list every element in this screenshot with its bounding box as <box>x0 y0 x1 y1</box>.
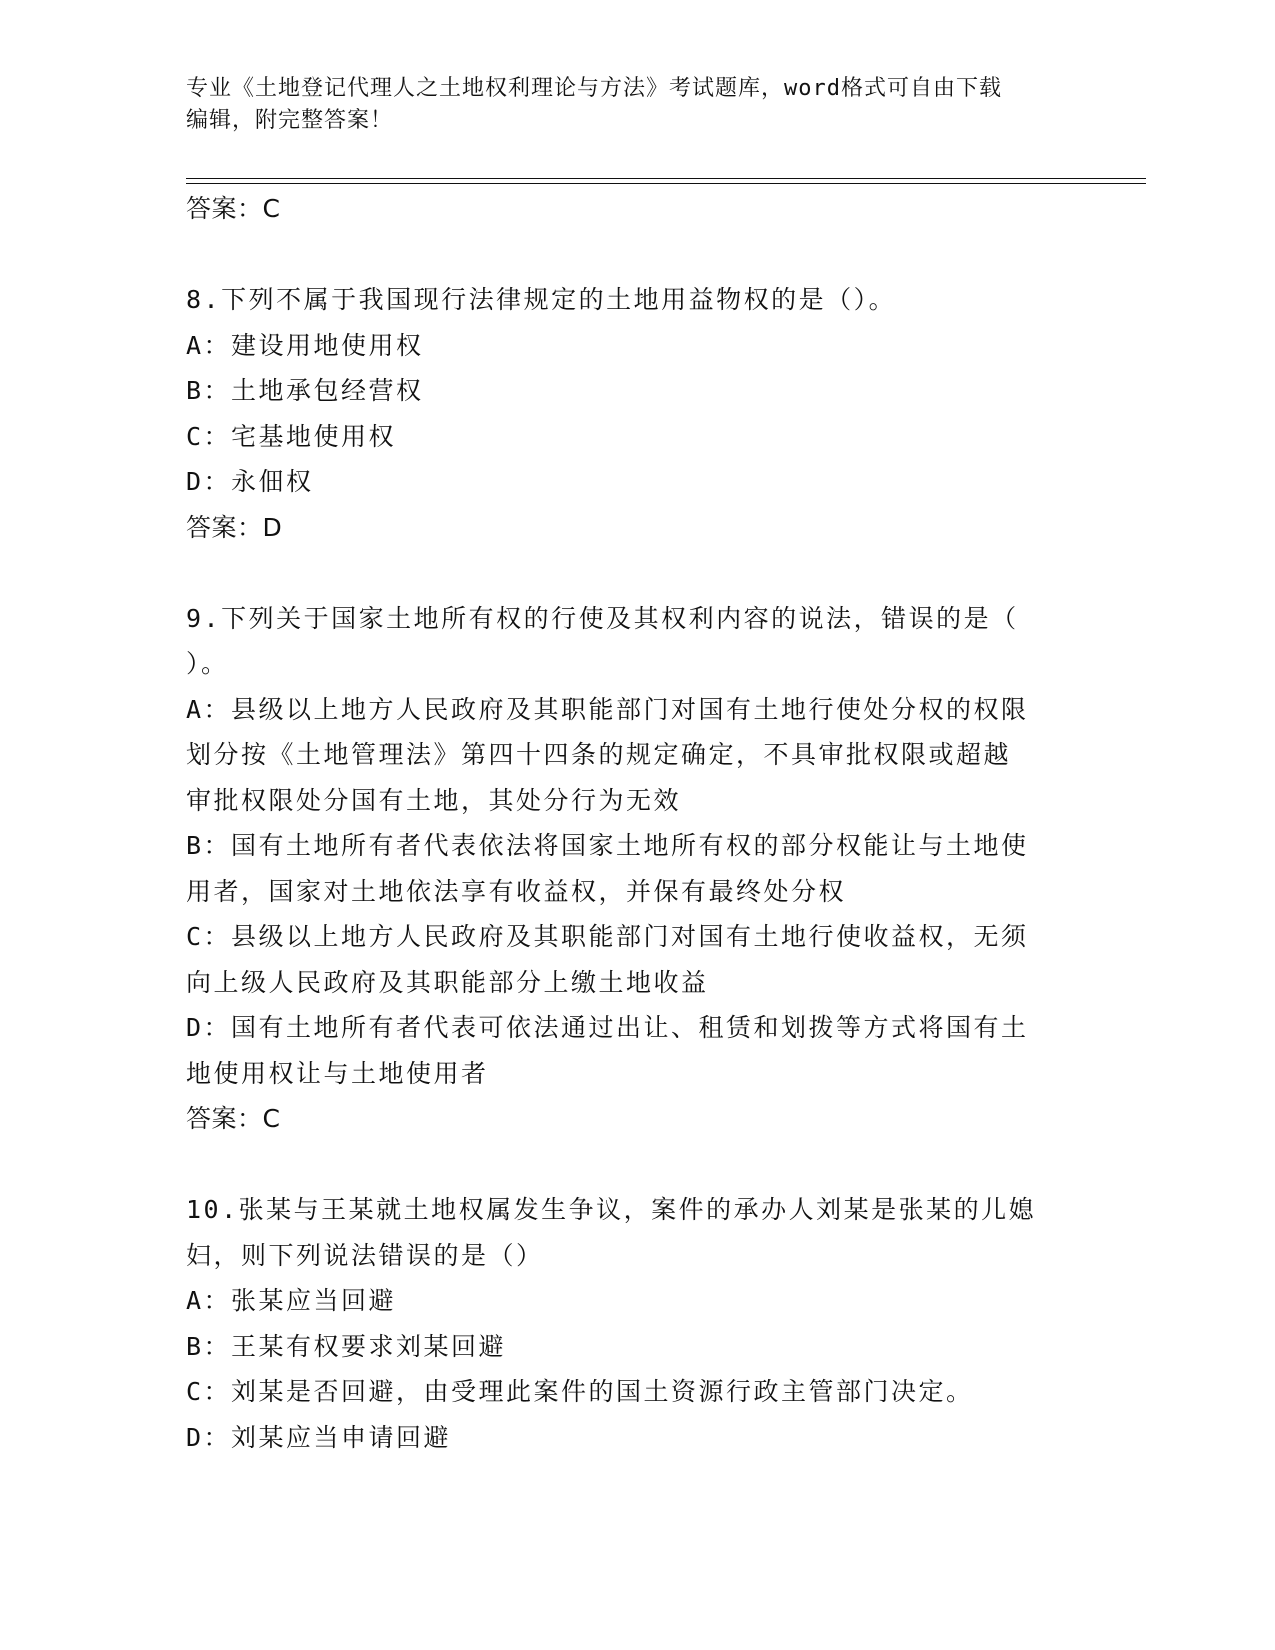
option-d: 地使用权让与土地使用者 <box>186 1058 489 1088</box>
option-b: B：土地承包经营权 <box>186 376 424 405</box>
option-a: 划分按《土地管理法》第四十四条的规定确定，不具审批权限或超越 <box>186 740 1012 769</box>
option-a: 审批权限处分国有土地，其处分行为无效 <box>186 785 682 815</box>
option-b: B：国有土地所有者代表依法将国家土地所有权的部分权能让与土地使 <box>186 831 1029 860</box>
option-a: A：张某应当回避 <box>186 1286 397 1315</box>
question-10 <box>186 1187 1086 1460</box>
document-header <box>186 73 1066 137</box>
question-stem: ）。 <box>186 649 229 678</box>
option-d: D：永佃权 <box>186 467 314 496</box>
question-stem: 8.下列不属于我国现行法律规定的土地用益物权的是（）。 <box>186 285 897 314</box>
option-b: B：王某有权要求刘某回避 <box>186 1331 507 1361</box>
header-rule-bottom <box>186 183 1146 184</box>
question-list <box>186 186 1086 1460</box>
spacer <box>186 550 1086 596</box>
question-stem: 10.张某与王某就土地权属发生争议，案件的承办人刘某是张某的儿媳 <box>186 1195 1037 1224</box>
question-9 <box>186 596 1086 1142</box>
question-stem: 9.下列关于国家土地所有权的行使及其权利内容的说法，错误的是（ <box>186 603 1019 633</box>
option-d: D：国有土地所有者代表可依法通过出让、租赁和划拨等方式将国有土 <box>186 1013 1029 1042</box>
option-c: 向上级人民政府及其职能部分上缴土地收益 <box>186 967 709 997</box>
option-c: C：刘某是否回避，由受理此案件的国土资源行政主管部门决定。 <box>186 1377 974 1406</box>
option-a: A：县级以上地方人民政府及其职能部门对国有土地行使处分权的权限 <box>186 694 1029 724</box>
option-b: 用者，国家对土地依法享有收益权，并保有最终处分权 <box>186 876 847 906</box>
answer: 答案：C <box>186 1104 281 1133</box>
spacer <box>186 1142 1086 1188</box>
question-stem: 妇，则下列说法错误的是（） <box>186 1240 544 1270</box>
answer: 答案：D <box>186 512 283 542</box>
header-line-2: 编辑，附完整答案！ <box>186 108 394 133</box>
header-rule-top <box>186 178 1146 179</box>
previous-answer: 答案：C <box>186 194 281 223</box>
option-d: D：刘某应当申请回避 <box>186 1422 452 1452</box>
header-line-1: 专业《土地登记代理人之土地权利理论与方法》考试题库，word格式可自由下载 <box>186 76 1002 101</box>
spacer <box>186 232 1086 278</box>
question-8 <box>186 277 1086 550</box>
option-c: C：宅基地使用权 <box>186 421 397 451</box>
option-c: C：县级以上地方人民政府及其职能部门对国有土地行使收益权，无须 <box>186 922 1029 951</box>
option-a: A：建设用地使用权 <box>186 330 424 360</box>
